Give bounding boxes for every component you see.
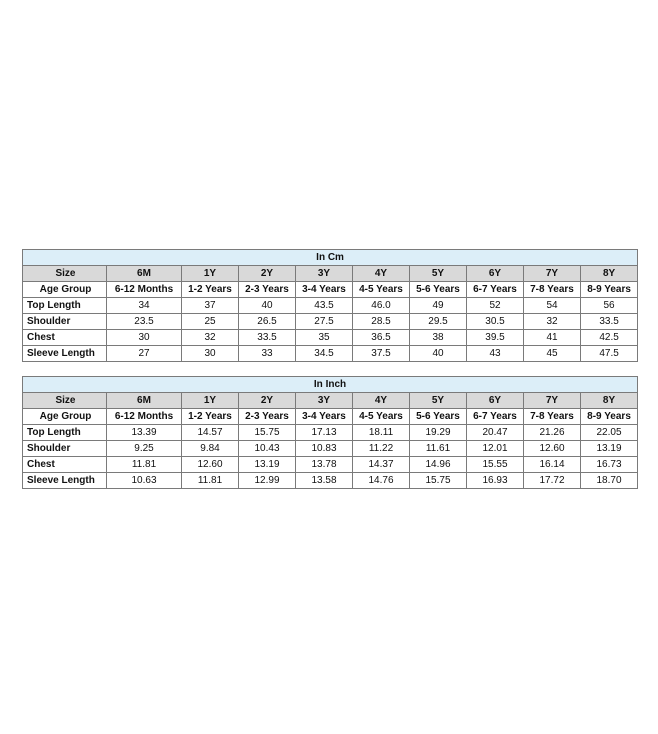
size-chart-inch-table	[22, 376, 638, 489]
measurement-label: Top Length	[23, 425, 107, 441]
measurement-value: 47.5	[581, 346, 638, 362]
age-group-cell: 1-2 Years	[182, 409, 239, 425]
measurement-value: 37.5	[353, 346, 410, 362]
measurement-value: 40	[239, 298, 296, 314]
size-header-cell: 2Y	[239, 266, 296, 282]
age-group-cell: 7-8 Years	[524, 282, 581, 298]
measurement-value: 15.55	[467, 457, 524, 473]
measurement-value: 39.5	[467, 330, 524, 346]
measurement-value: 10.43	[239, 441, 296, 457]
age-group-cell: 8-9 Years	[581, 282, 638, 298]
age-group-cell: 2-3 Years	[239, 282, 296, 298]
measurement-value: 30	[182, 346, 239, 362]
size-header-cell: 5Y	[410, 393, 467, 409]
age-group-cell: 6-7 Years	[467, 409, 524, 425]
table-row	[23, 457, 638, 473]
measurement-value: 22.05	[581, 425, 638, 441]
age-group-cell: 5-6 Years	[410, 409, 467, 425]
table-row	[23, 314, 638, 330]
measurement-value: 12.01	[467, 441, 524, 457]
measurement-value: 13.58	[296, 473, 353, 489]
size-header-cell: 6M	[107, 393, 182, 409]
size-header-cell: 1Y	[182, 393, 239, 409]
measurement-value: 9.84	[182, 441, 239, 457]
measurement-value: 32	[524, 314, 581, 330]
measurement-value: 15.75	[239, 425, 296, 441]
measurement-value: 35	[296, 330, 353, 346]
table-row	[23, 425, 638, 441]
size-header-cell: 2Y	[239, 393, 296, 409]
size-header-label: Size	[23, 393, 107, 409]
measurement-value: 37	[182, 298, 239, 314]
measurement-value: 34.5	[296, 346, 353, 362]
measurement-value: 16.93	[467, 473, 524, 489]
age-group-row	[23, 409, 638, 425]
measurement-value: 25	[182, 314, 239, 330]
table-row	[23, 346, 638, 362]
size-header-row	[23, 393, 638, 409]
age-group-cell: 4-5 Years	[353, 282, 410, 298]
measurement-value: 30	[107, 330, 182, 346]
age-group-label: Age Group	[23, 409, 107, 425]
table-row	[23, 441, 638, 457]
age-group-cell: 5-6 Years	[410, 282, 467, 298]
size-header-cell: 4Y	[353, 266, 410, 282]
measurement-value: 17.72	[524, 473, 581, 489]
age-group-cell: 1-2 Years	[182, 282, 239, 298]
measurement-value: 11.61	[410, 441, 467, 457]
measurement-value: 33.5	[239, 330, 296, 346]
measurement-value: 10.63	[107, 473, 182, 489]
measurement-label: Sleeve Length	[23, 346, 107, 362]
measurement-value: 43	[467, 346, 524, 362]
measurement-value: 27	[107, 346, 182, 362]
measurement-value: 33.5	[581, 314, 638, 330]
measurement-value: 27.5	[296, 314, 353, 330]
age-group-row	[23, 282, 638, 298]
age-group-cell: 6-12 Months	[107, 282, 182, 298]
measurement-value: 13.39	[107, 425, 182, 441]
table-row	[23, 298, 638, 314]
age-group-cell: 6-7 Years	[467, 282, 524, 298]
size-header-cell: 5Y	[410, 266, 467, 282]
measurement-value: 12.60	[182, 457, 239, 473]
measurement-value: 26.5	[239, 314, 296, 330]
measurement-value: 46.0	[353, 298, 410, 314]
size-header-row	[23, 266, 638, 282]
age-group-cell: 2-3 Years	[239, 409, 296, 425]
table-row	[23, 330, 638, 346]
measurement-value: 32	[182, 330, 239, 346]
measurement-value: 12.99	[239, 473, 296, 489]
measurement-value: 29.5	[410, 314, 467, 330]
measurement-value: 45	[524, 346, 581, 362]
measurement-value: 13.78	[296, 457, 353, 473]
table-title-row	[23, 250, 638, 266]
table-title: In Inch	[23, 377, 638, 393]
measurement-value: 21.26	[524, 425, 581, 441]
measurement-value: 11.81	[182, 473, 239, 489]
measurement-value: 23.5	[107, 314, 182, 330]
size-header-cell: 8Y	[581, 393, 638, 409]
age-group-cell: 6-12 Months	[107, 409, 182, 425]
measurement-value: 13.19	[239, 457, 296, 473]
age-group-cell: 3-4 Years	[296, 282, 353, 298]
measurement-label: Shoulder	[23, 441, 107, 457]
size-header-cell: 6M	[107, 266, 182, 282]
measurement-value: 40	[410, 346, 467, 362]
measurement-value: 33	[239, 346, 296, 362]
measurement-value: 54	[524, 298, 581, 314]
table-title: In Cm	[23, 250, 638, 266]
measurement-value: 19.29	[410, 425, 467, 441]
measurement-label: Chest	[23, 330, 107, 346]
measurement-label: Shoulder	[23, 314, 107, 330]
table-title-row	[23, 377, 638, 393]
measurement-value: 11.81	[107, 457, 182, 473]
measurement-value: 36.5	[353, 330, 410, 346]
size-header-cell: 7Y	[524, 393, 581, 409]
size-header-cell: 3Y	[296, 393, 353, 409]
measurement-value: 11.22	[353, 441, 410, 457]
measurement-value: 13.19	[581, 441, 638, 457]
measurement-value: 43.5	[296, 298, 353, 314]
measurement-label: Chest	[23, 457, 107, 473]
measurement-value: 16.14	[524, 457, 581, 473]
size-header-cell: 6Y	[467, 393, 524, 409]
age-group-cell: 7-8 Years	[524, 409, 581, 425]
measurement-value: 14.76	[353, 473, 410, 489]
measurement-label: Sleeve Length	[23, 473, 107, 489]
measurement-value: 16.73	[581, 457, 638, 473]
size-header-cell: 3Y	[296, 266, 353, 282]
age-group-cell: 4-5 Years	[353, 409, 410, 425]
measurement-value: 49	[410, 298, 467, 314]
measurement-value: 42.5	[581, 330, 638, 346]
size-header-cell: 6Y	[467, 266, 524, 282]
age-group-label: Age Group	[23, 282, 107, 298]
measurement-value: 30.5	[467, 314, 524, 330]
size-header-cell: 1Y	[182, 266, 239, 282]
measurement-value: 28.5	[353, 314, 410, 330]
size-chart-cm-table	[22, 249, 638, 362]
measurement-value: 18.11	[353, 425, 410, 441]
measurement-value: 34	[107, 298, 182, 314]
measurement-value: 38	[410, 330, 467, 346]
measurement-value: 9.25	[107, 441, 182, 457]
age-group-cell: 3-4 Years	[296, 409, 353, 425]
measurement-value: 41	[524, 330, 581, 346]
measurement-value: 14.96	[410, 457, 467, 473]
measurement-value: 52	[467, 298, 524, 314]
measurement-value: 56	[581, 298, 638, 314]
measurement-value: 14.57	[182, 425, 239, 441]
measurement-value: 17.13	[296, 425, 353, 441]
measurement-value: 10.83	[296, 441, 353, 457]
table-row	[23, 473, 638, 489]
measurement-value: 12.60	[524, 441, 581, 457]
age-group-cell: 8-9 Years	[581, 409, 638, 425]
size-header-cell: 7Y	[524, 266, 581, 282]
size-header-label: Size	[23, 266, 107, 282]
size-header-cell: 8Y	[581, 266, 638, 282]
measurement-label: Top Length	[23, 298, 107, 314]
measurement-value: 18.70	[581, 473, 638, 489]
size-header-cell: 4Y	[353, 393, 410, 409]
measurement-value: 14.37	[353, 457, 410, 473]
measurement-value: 20.47	[467, 425, 524, 441]
measurement-value: 15.75	[410, 473, 467, 489]
